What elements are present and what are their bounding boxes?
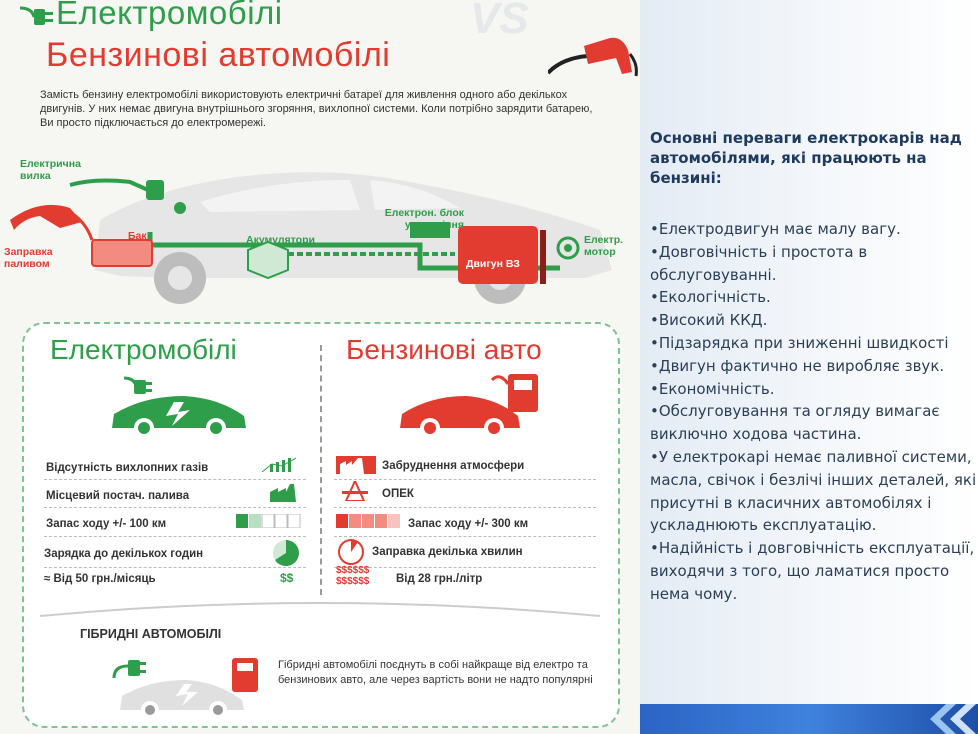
electric-row-5: ≈ Від 50 грн./місяць	[44, 573, 156, 585]
advantage-item: •Електродвигун має малу вагу.	[650, 220, 901, 238]
label-battery: Акумулятори	[246, 234, 315, 246]
electric-row-divider	[44, 479, 306, 480]
clock-pie-icon	[272, 539, 300, 567]
oil-rig-icon	[342, 481, 368, 501]
electric-row-divider	[44, 567, 306, 568]
title-vs: VS	[470, 0, 529, 43]
gasoline-row-5: Від 28 грн./літр	[396, 573, 483, 585]
advantage-item: •Економічність.	[650, 379, 775, 398]
advantage-item: •Двигун фактично не виробляє звук.	[650, 356, 945, 375]
range-bar-gasoline	[336, 514, 402, 528]
plug-icon	[20, 4, 54, 30]
advantages-list	[650, 218, 978, 606]
factory-icon	[270, 484, 296, 502]
gasoline-row-divider	[334, 536, 596, 537]
hybrid-text: Гібридні автомобілі поєднуть в собі найкраще від електро та бензинових авто, але через вартість вони не надто популярні	[278, 659, 593, 686]
hybrid-title: ГІБРИДНІ АВТОМОБІЛІ	[80, 627, 222, 641]
hybrid-divider-curve	[40, 596, 600, 620]
advantages-panel	[640, 0, 978, 734]
gasoline-cost-badge-2: $$$$$$	[336, 576, 370, 587]
gasoline-row-divider	[334, 567, 596, 568]
electric-row-2: Місцевий постач. палива	[46, 490, 190, 502]
previous-slide-chevron-icon[interactable]	[916, 704, 978, 734]
label-ice-engine: Двигун ВЗ	[466, 258, 520, 270]
column-divider	[320, 345, 322, 595]
gasoline-car-icon	[396, 372, 546, 442]
advantage-item: •Довговічність і простота в обслуговуванні.	[650, 242, 868, 284]
gasoline-row-2: ОПЕК	[382, 488, 414, 500]
label-fuel-station: Заправка паливом	[4, 246, 53, 270]
advantage-item: •Підзарядка при зниженні швидкості	[650, 333, 949, 352]
advantages-heading: Основні переваги електрокарів над автомобілями, які працюють на бензині:	[650, 129, 962, 187]
electric-row-divider	[44, 536, 306, 537]
gasoline-row-divider	[334, 479, 596, 480]
electric-row-3: Запас ходу +/- 100 км	[46, 518, 167, 530]
electric-row-1: Відсутність вихлопних газів	[46, 462, 209, 474]
gasoline-row-divider	[334, 507, 596, 508]
factory-clean-icon	[262, 456, 296, 472]
factory-smoke-icon	[336, 456, 376, 474]
title-electric: Електромобілі	[56, 0, 283, 31]
gasoline-row-3: Запас ходу +/- 300 км	[408, 518, 529, 530]
advantage-item: •У електрокарі немає паливної системи, масла, свічок і безлічі інших деталей, які присутні в класичних автомобілях і ускладнюють експлуатацію.	[650, 447, 977, 535]
intro-text: Замість бензину електромобілі використовують електричні батареї для живлення одного або декількох двигунів. У них немає двигуна внутрішнього згоряння, вихлопної системи. Коли потрібно зарядити батарею, Ви просто підключається до електромережі.	[40, 89, 593, 129]
gasoline-cost-badge-1: $$$$$$	[336, 565, 370, 576]
gasoline-row-4: Заправка декілька хвилин	[372, 546, 523, 558]
range-bar-electric	[236, 514, 302, 528]
hybrid-car-icon	[100, 648, 270, 720]
fuel-nozzle-icon	[548, 28, 640, 78]
label-control-unit: Електрон. блок управління	[384, 207, 464, 231]
electric-row-4: Зарядка до декількох годин	[44, 548, 204, 560]
advantage-item: •Обслуговування та огляду вимагає виключно ходова частина.	[650, 402, 940, 444]
electric-cost-badge: $$	[280, 571, 294, 585]
electric-row-divider	[44, 507, 306, 508]
electric-car-icon	[104, 372, 254, 442]
clock-slice-icon	[338, 539, 364, 565]
label-electric-plug: Електрична вилка	[20, 158, 81, 182]
advantage-item: •Екологічність.	[650, 288, 771, 307]
advantage-item: •Надійність і довговічність експлуатації, виходячи з того, що ламатися просто нема чому.	[650, 539, 975, 603]
label-electric-motor: Електр. мотор	[584, 234, 624, 258]
title-gasoline: Бензинові автомобілі	[46, 36, 391, 74]
advantage-item: •Високий ККД.	[650, 311, 768, 330]
electric-column-title: Електромобілі	[50, 334, 237, 365]
label-tank: Бак	[128, 230, 147, 242]
gasoline-column-title: Бензинові авто	[346, 334, 542, 365]
gasoline-row-1: Забруднення атмосфери	[382, 460, 525, 472]
